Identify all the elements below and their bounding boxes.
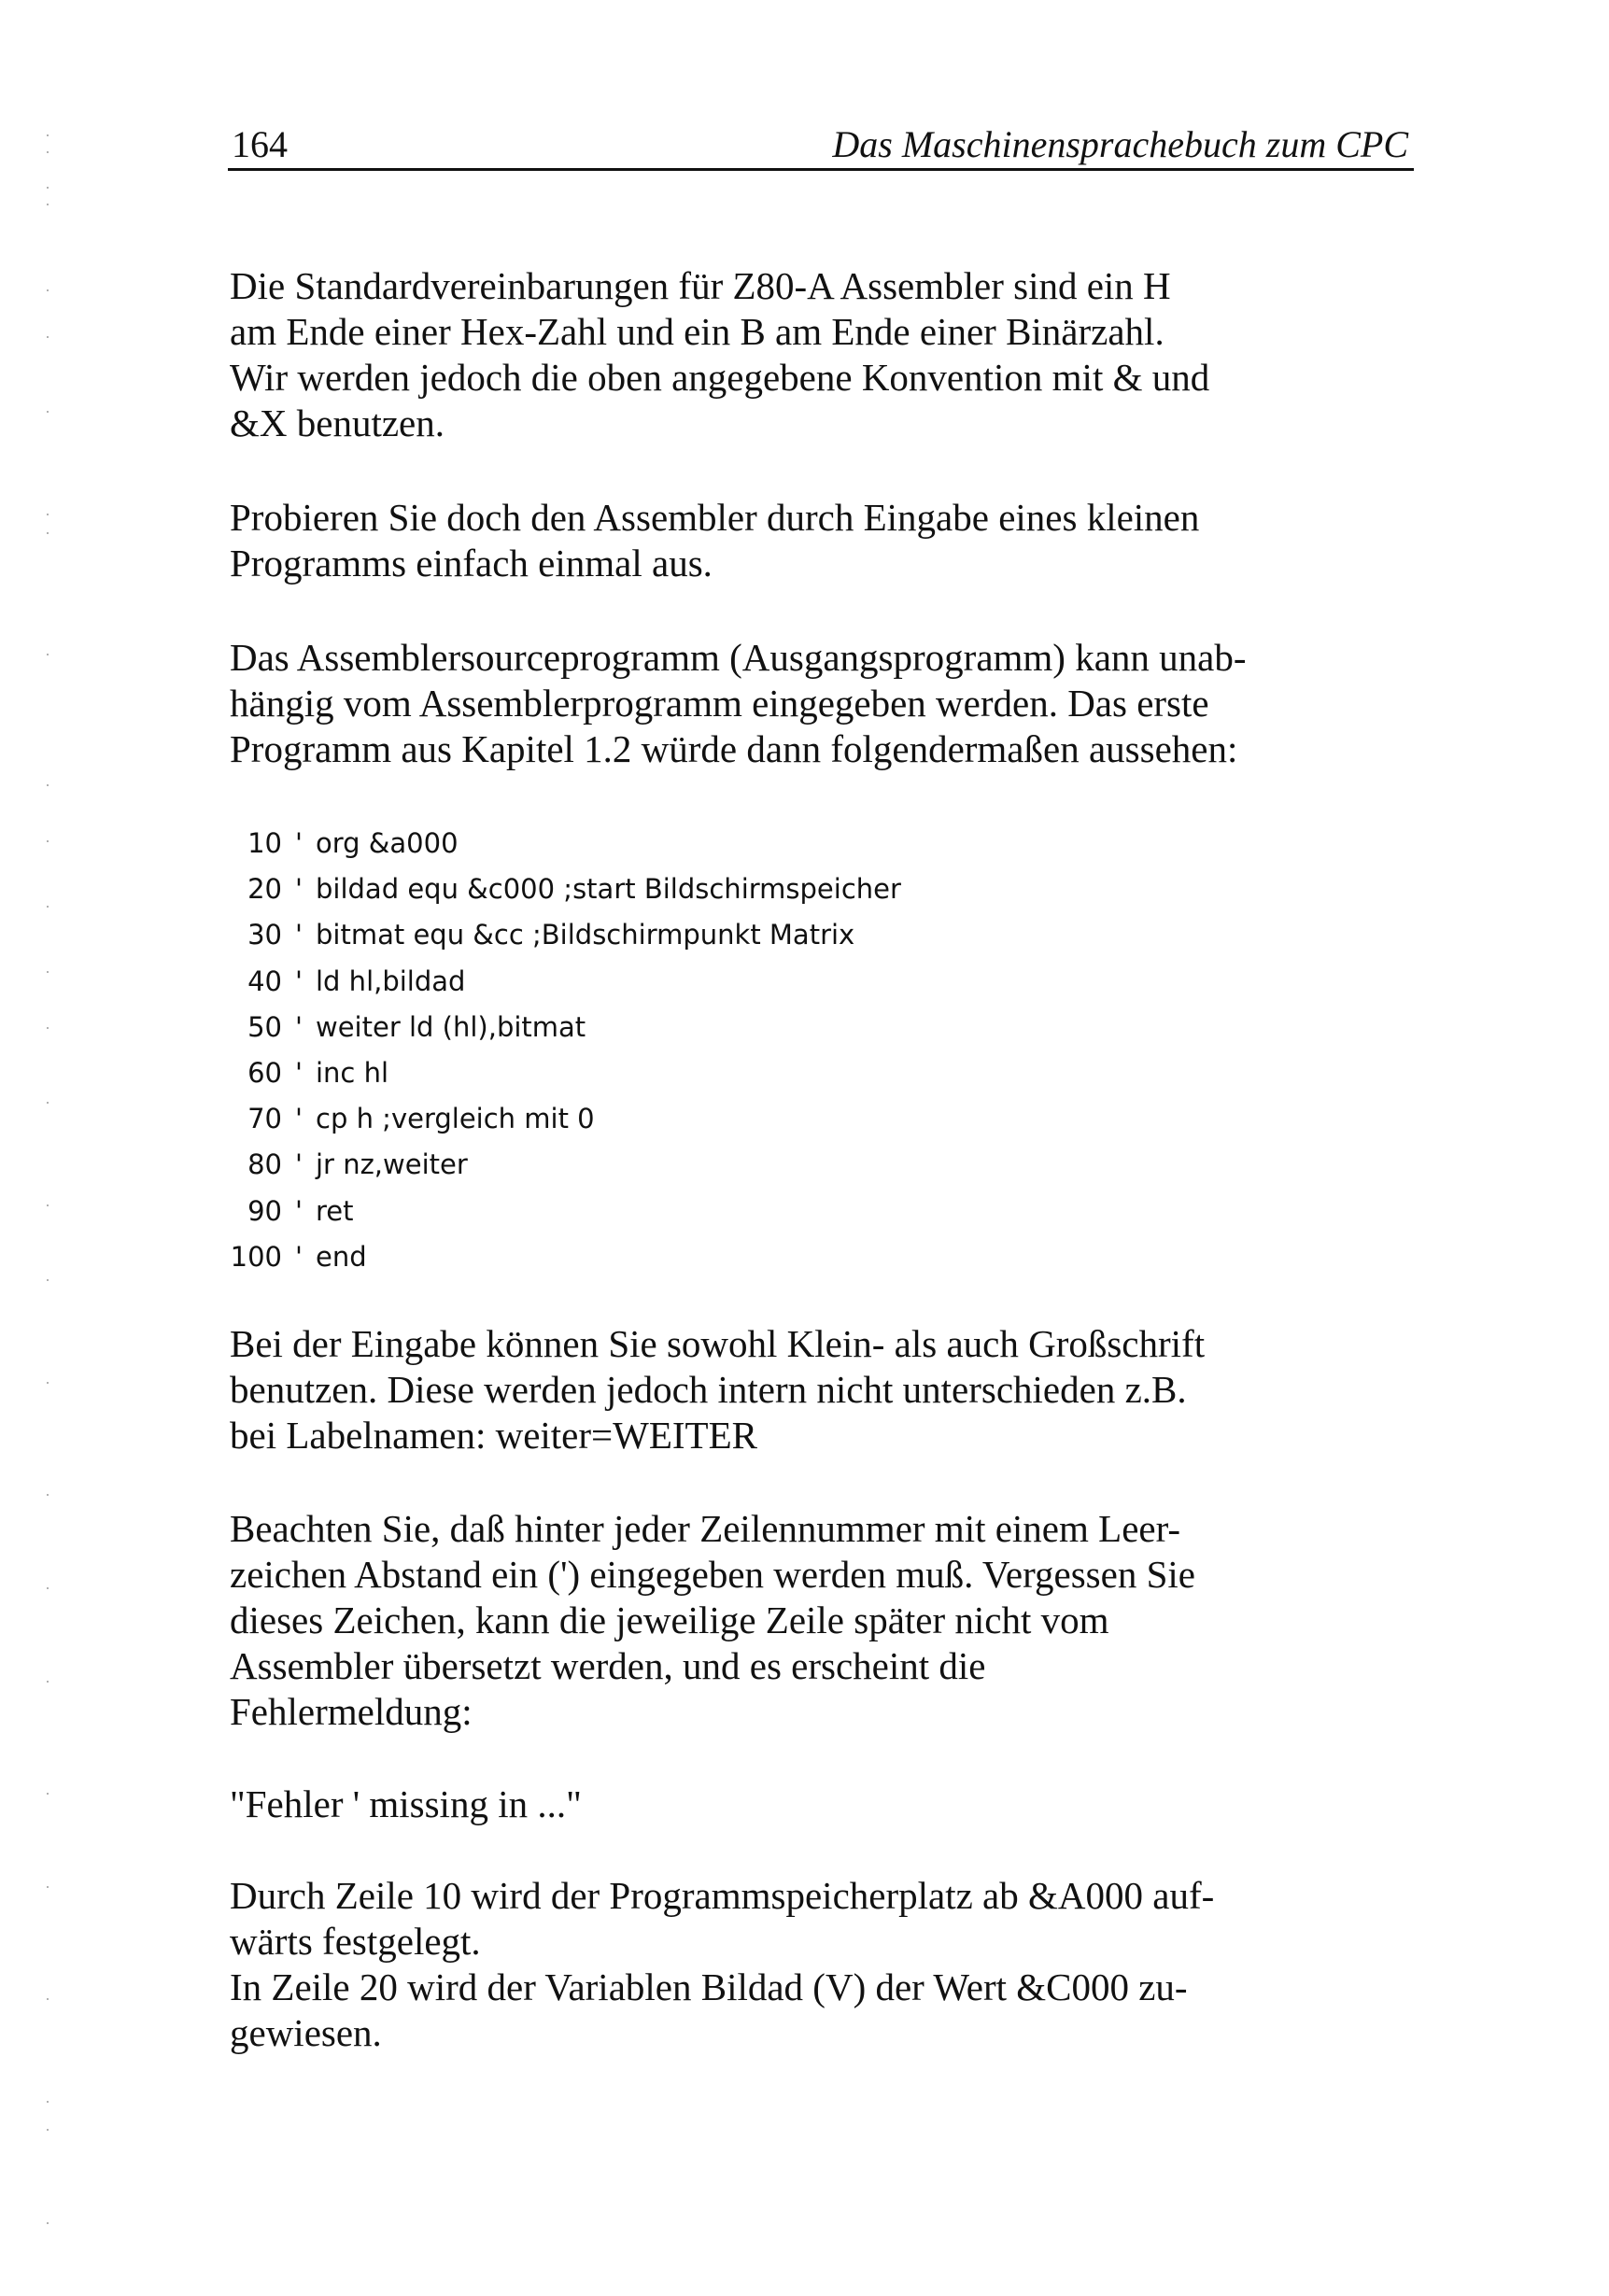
code-text: weiter ld (hl),bitmat bbox=[316, 1010, 586, 1043]
text-line: bei Labelnamen: weiter=WEITER bbox=[230, 1414, 757, 1457]
line-number: 30 bbox=[247, 919, 282, 951]
line-separator: ' bbox=[295, 1056, 303, 1089]
page-number: 164 bbox=[232, 123, 288, 165]
line-separator: ' bbox=[295, 1240, 303, 1273]
paragraph-apostrophe-note bbox=[230, 1506, 1438, 1735]
line-number: 50 bbox=[247, 1010, 282, 1043]
text-line: Die Standardvereinbarungen für Z80-A Assembler sind ein H bbox=[230, 264, 1171, 307]
text-line: Beachten Sie, daß hinter jeder Zeilennummer mit einem Leer- bbox=[230, 1507, 1181, 1550]
line-separator: ' bbox=[295, 1194, 303, 1227]
page-header bbox=[228, 120, 1414, 171]
line-number: 40 bbox=[247, 965, 282, 997]
text-line: am Ende einer Hex-Zahl und ein B am Ende einer Binärzahl. bbox=[230, 310, 1164, 353]
paragraph-case-insensitive bbox=[230, 1321, 1438, 1458]
paragraph-conventions bbox=[230, 263, 1438, 446]
line-number: 60 bbox=[247, 1056, 282, 1089]
code-text: bitmat equ &cc ;Bildschirmpunkt Matrix bbox=[316, 919, 855, 951]
code-line bbox=[228, 1005, 901, 1050]
code-text: org &a000 bbox=[316, 827, 459, 859]
code-text: ret bbox=[316, 1194, 354, 1227]
paragraph-source-program bbox=[230, 635, 1438, 772]
code-line bbox=[228, 866, 901, 912]
line-number: 70 bbox=[247, 1103, 282, 1135]
paragraph-line-10 bbox=[230, 1873, 1438, 1965]
text-line: Probieren Sie doch den Assembler durch Eingabe eines kleinen bbox=[230, 496, 1200, 539]
code-line bbox=[228, 821, 901, 866]
code-line bbox=[228, 1050, 901, 1096]
text-line: In Zeile 20 wird der Variablen Bildad (V) der Wert &C000 zu- bbox=[230, 1965, 1188, 2008]
line-number: 80 bbox=[247, 1148, 282, 1181]
line-separator: ' bbox=[295, 873, 303, 906]
line-separator: ' bbox=[295, 965, 303, 997]
text-line: "Fehler ' missing in ..." bbox=[230, 1782, 582, 1825]
text-line: &X benutzen. bbox=[230, 401, 445, 444]
text-line: gewiesen. bbox=[230, 2011, 382, 2054]
code-line bbox=[228, 959, 901, 1005]
line-separator: ' bbox=[295, 1148, 303, 1181]
line-separator: ' bbox=[295, 1103, 303, 1135]
running-title: Das Maschinensprachebuch zum CPC bbox=[832, 123, 1408, 165]
code-line bbox=[228, 1234, 901, 1280]
line-number: 100 bbox=[230, 1240, 282, 1273]
text-line: Assembler übersetzt werden, und es erscheint die bbox=[230, 1644, 986, 1687]
code-text: end bbox=[316, 1240, 367, 1273]
paragraph-try-assembler bbox=[230, 495, 1438, 586]
text-line: wärts festgelegt. bbox=[230, 1920, 481, 1963]
text-line: Programms einfach einmal aus. bbox=[230, 542, 713, 585]
line-number: 90 bbox=[247, 1194, 282, 1227]
text-line: hängig vom Assemblerprogramm eingegeben werden. Das erste bbox=[230, 682, 1209, 725]
line-separator: ' bbox=[295, 919, 303, 951]
line-number: 20 bbox=[247, 873, 282, 906]
text-line: Durch Zeile 10 wird der Programmspeicherplatz ab &A000 auf- bbox=[230, 1874, 1215, 1917]
code-text: bildad equ &c000 ;start Bildschirmspeicher bbox=[316, 873, 901, 906]
text-line: Bei der Eingabe können Sie sowohl Klein- als auch Großschrift bbox=[230, 1322, 1206, 1365]
text-line: benutzen. Diese werden jedoch intern nicht unterschieden z.B. bbox=[230, 1368, 1187, 1411]
paragraph-error-message bbox=[230, 1782, 1438, 1827]
code-text: cp h ;vergleich mit 0 bbox=[316, 1103, 595, 1135]
line-separator: ' bbox=[295, 827, 303, 859]
code-text: ld hl,bildad bbox=[316, 965, 466, 997]
code-listing bbox=[228, 821, 901, 1280]
code-line bbox=[228, 1189, 901, 1234]
line-separator: ' bbox=[295, 1010, 303, 1043]
code-line bbox=[228, 1096, 901, 1142]
text-line: zeichen Abstand ein (') eingegeben werden muß. Vergessen Sie bbox=[230, 1553, 1195, 1596]
text-line: Fehlermeldung: bbox=[230, 1690, 473, 1733]
scan-margin-marks bbox=[47, 131, 50, 2260]
text-line: dieses Zeichen, kann die jeweilige Zeile später nicht vom bbox=[230, 1599, 1109, 1641]
code-text: inc hl bbox=[316, 1056, 389, 1089]
code-text: jr nz,weiter bbox=[316, 1148, 468, 1181]
text-line: Das Assemblersourceprogramm (Ausgangsprogramm) kann unab- bbox=[230, 636, 1247, 679]
text-line: Wir werden jedoch die oben angegebene Konvention mit & und bbox=[230, 356, 1210, 399]
paragraph-line-20 bbox=[230, 1965, 1438, 2056]
line-number: 10 bbox=[247, 827, 282, 859]
text-line: Programm aus Kapitel 1.2 würde dann folgendermaßen aussehen: bbox=[230, 727, 1238, 770]
code-line bbox=[228, 1142, 901, 1188]
code-line bbox=[228, 912, 901, 958]
